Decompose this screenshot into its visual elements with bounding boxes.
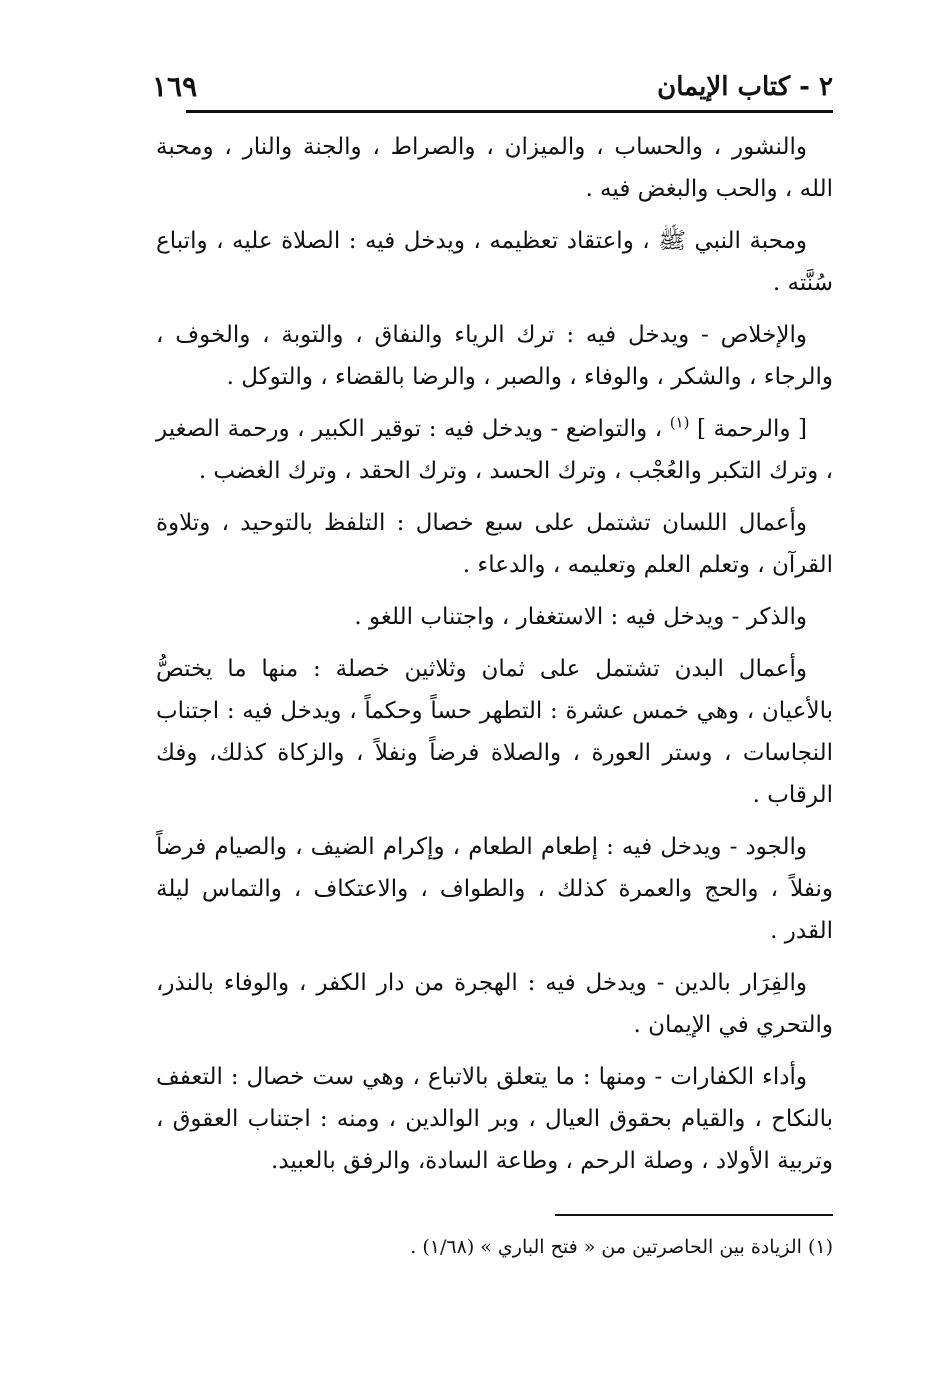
paragraph-text: ، والتواضع - ويدخل فيه : توقير الكبير ، ورحمة الصغير ، وترك التكبر والعُجْب ، وترك الحسد ، وترك الحقد ، وترك الغضب . [156, 416, 833, 484]
bracketed-insertion: [ والرحمة ] [696, 416, 807, 442]
paragraph: ومحبة النبي ﷺ ، واعتقاد تعظيمه ، ويدخل فيه : الصلاة عليه ، واتباع سُنَّته . [156, 228, 833, 296]
footnote-reference: (١) [669, 413, 690, 432]
paragraph: وأداء الكفارات - ومنها : ما يتعلق بالاتباع ، وهي ست خصال : التعفف بالنكاح ، والقيام بحقوق العيال ، وبر الوالدين ، ومنه : اجتناب العقوق ، وتربية الأولاد ، وصلة الرحم ، وطاعة السادة، والرفق بالعبيد. [156, 1064, 833, 1174]
paragraph: والإخلاص - ويدخل فيه : ترك الرياء والنفاق ، والتوبة ، والخوف ، والرجاء ، والشكر ، والوفاء ، والصبر ، والرضا بالقضاء ، والتوكل . [156, 322, 833, 390]
running-title: ٢ - كتاب الإيمان [657, 72, 833, 102]
page-number: ١٦٩ [152, 70, 198, 103]
footnote-rule [555, 1214, 833, 1216]
paragraph: والفِرَار بالدين - ويدخل فيه : الهجرة من دار الكفر ، والوفاء بالنذر، والتحري في الإيمان . [156, 970, 833, 1038]
paragraph: والذكر - ويدخل فيه : الاستغفار ، واجتناب اللغو . [354, 604, 807, 630]
header-rule [186, 110, 833, 113]
paragraph [156, 408, 833, 492]
footnote: (١) الزيادة بين الحاصرتين من « فتح الباري » (١/٦٨) . [410, 1236, 833, 1258]
body-text [156, 126, 833, 1182]
paragraph: والجود - ويدخل فيه : إطعام الطعام ، وإكرام الضيف ، والصيام فرضاً ونفلاً ، والحج والعمرة كذلك ، والطواف ، والاعتكاف ، والتماس ليلة القدر . [156, 834, 833, 944]
paragraph: والنشور ، والحساب ، والميزان ، والصراط ، والجنة والنار ، ومحبة الله ، والحب والبغض فيه . [156, 134, 833, 202]
page-header [152, 62, 833, 112]
paragraph: وأعمال البدن تشتمل على ثمان وثلاثين خصلة : منها ما يختصُّ بالأعيان ، وهي خمس عشرة : التطهر حساً وحكماً ، ويدخل فيه : اجتناب النجاسات ، وستر العورة ، والصلاة فرضاً ونفلاً ، والزكاة كذلك، وفك الرقاب . [156, 656, 833, 808]
paragraph: وأعمال اللسان تشتمل على سبع خصال : التلفظ بالتوحيد ، وتلاوة القرآن ، وتعلم العلم وتعليمه ، والدعاء . [156, 510, 833, 578]
